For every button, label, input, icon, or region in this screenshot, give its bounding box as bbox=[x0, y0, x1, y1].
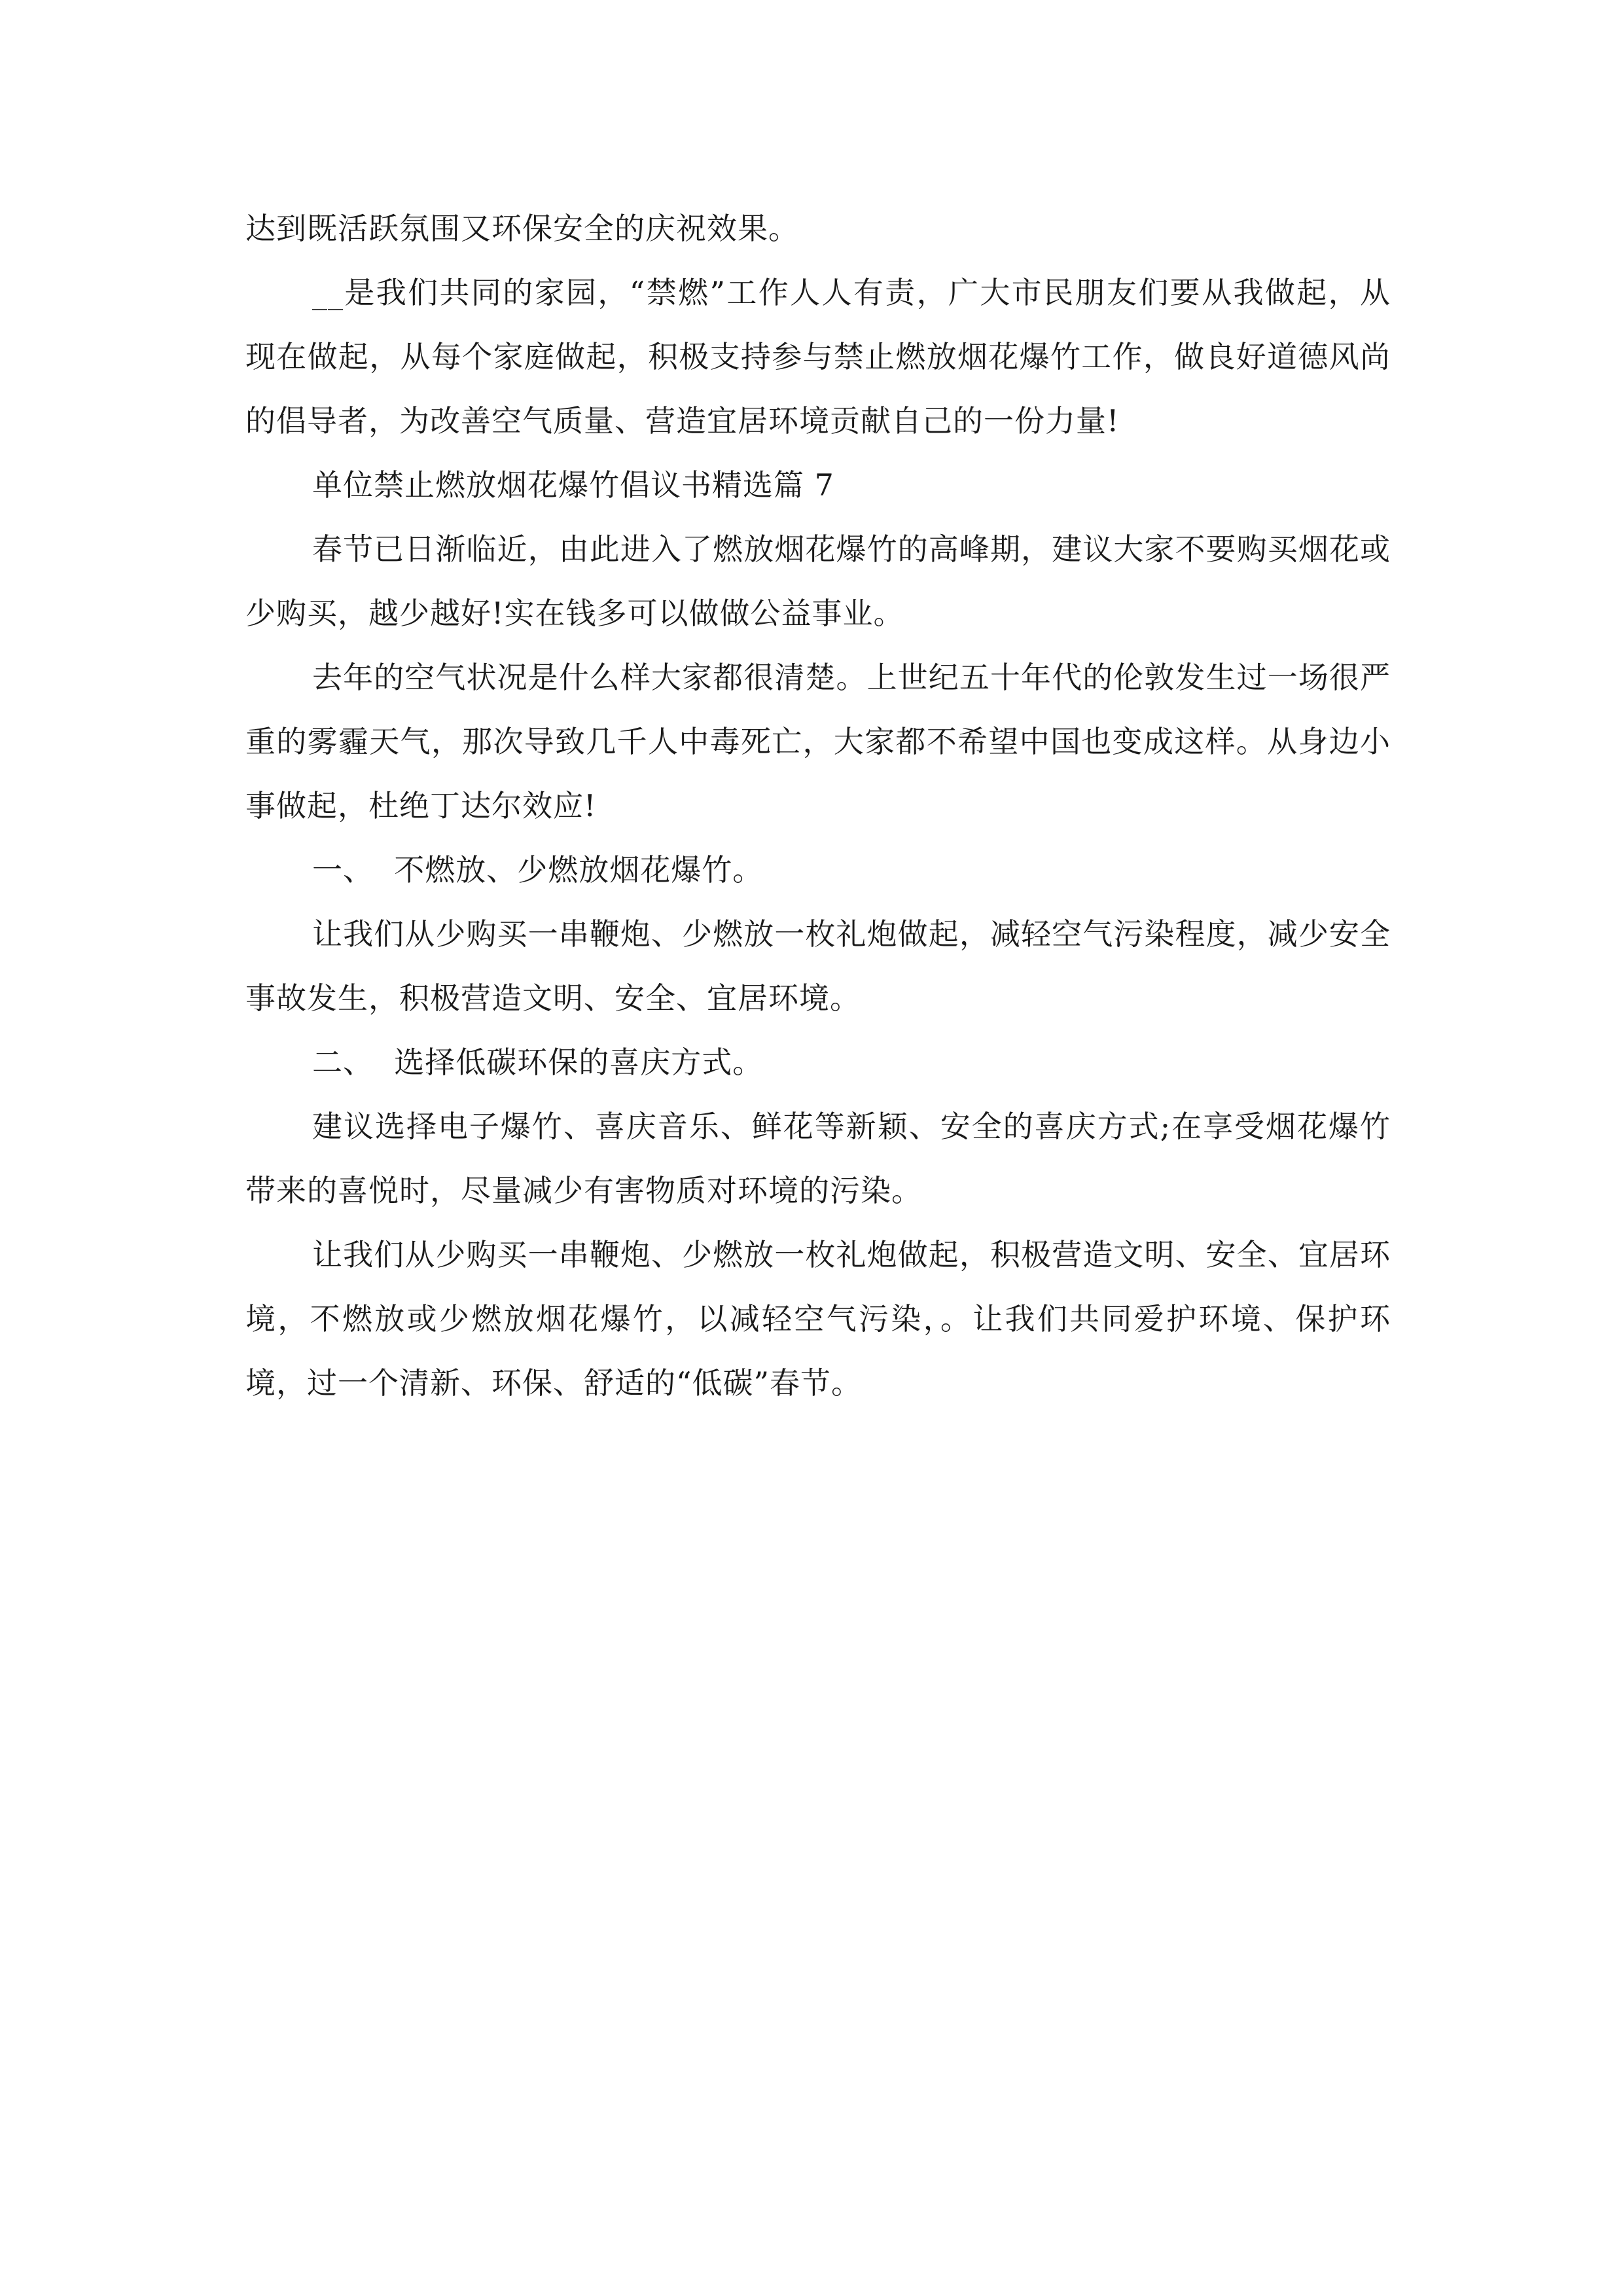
document-page bbox=[245, 196, 1391, 1415]
paragraph-closing: 让我们从少购买一串鞭炮、少燃放一枚礼炮做起，积极营造文明、安全、宜居环境，不燃放或少燃放烟花爆竹，以减轻空气污染，。让我们共同爱护环境、保护环境，过一个清新、环保、舒适的“低碳”春节。 bbox=[245, 1237, 1391, 1401]
paragraph-homeland: __是我们共同的家园，“禁燃”工作人人有责，广大市民朋友们要从我做起，从现在做起，从每个家庭做起，积极支持参与禁止燃放烟花爆竹工作，做良好道德风尚的倡导者，为改善空气质量、营造宜居环境贡献自己的一份力量! bbox=[245, 275, 1391, 439]
paragraph-reduce-fireworks: 让我们从少购买一串鞭炮、少燃放一枚礼炮做起，减轻空气污染程度，减少安全事故发生，积极营造文明、安全、宜居环境。 bbox=[245, 916, 1391, 1016]
list-item-1: 一、 不燃放、少燃放烟花爆竹。 bbox=[312, 852, 764, 888]
paragraph-spring-festival: 春节已日渐临近，由此进入了燃放烟花爆竹的高峰期，建议大家不要购买烟花或少购买，越少越好!实在钱多可以做做公益事业。 bbox=[245, 531, 1391, 631]
section-heading: 单位禁止燃放烟花爆竹倡议书精选篇 7 bbox=[312, 467, 834, 503]
paragraph-alternatives: 建议选择电子爆竹、喜庆音乐、鲜花等新颖、安全的喜庆方式;在享受烟花爆竹带来的喜悦时，尽量减少有害物质对环境的污染。 bbox=[245, 1109, 1391, 1208]
list-item-2: 二、 选择低碳环保的喜庆方式。 bbox=[312, 1045, 764, 1080]
paragraph-air-quality: 去年的空气状况是什么样大家都很清楚。上世纪五十年代的伦敦发生过一场很严重的雾霾天气，那次导致几千人中毒死亡，大家都不希望中国也变成这样。从身边小事做起，杜绝丁达尔效应! bbox=[245, 660, 1391, 823]
paragraph-continuation: 达到既活跃氛围又环保安全的庆祝效果。 bbox=[245, 211, 799, 246]
